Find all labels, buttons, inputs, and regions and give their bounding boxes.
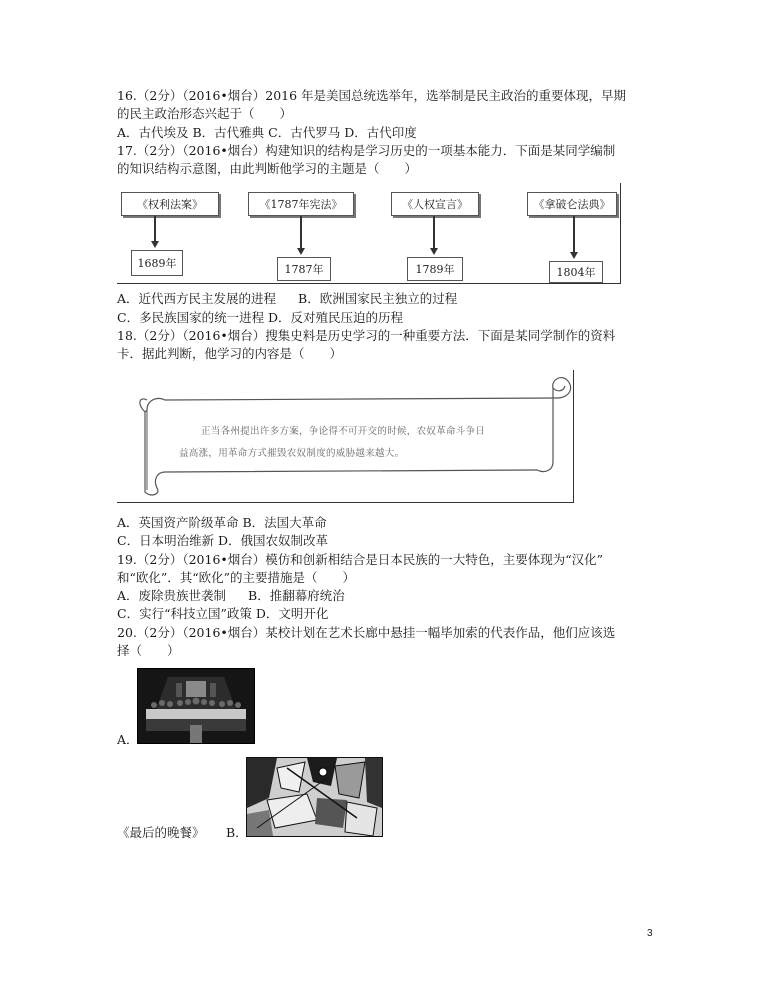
- diagram-year-3: 1789年: [407, 257, 463, 281]
- diagram-doc-3: 《人权宣言》: [391, 192, 479, 216]
- q19-option-a: A．废除贵族世袭制: [117, 588, 227, 603]
- q20-option-a-label: A．: [117, 732, 139, 747]
- q17-stem-line1: 17.（2分）（2016•烟台）构建知识的结构是学习历史的一项基本能力．下面是某同学编制: [117, 143, 616, 158]
- diagram-connector: [300, 216, 302, 250]
- q19-options-cd: C．实行“科技立国”政策 D．文明开化: [117, 606, 329, 621]
- last-supper-painting: [137, 668, 255, 744]
- diagram-year-1: 1689年: [131, 250, 183, 276]
- card-text-line2: 益高涨，用革命方式摧毁农奴制度的威胁越来越大。: [179, 448, 405, 459]
- diagram-arrow: [297, 248, 305, 255]
- q17-stem-line2: 的知识结构示意图，由此判断他学习的主题是（ ）: [117, 161, 418, 176]
- q16-stem-line2: 的民主政治形态兴起于（ ）: [117, 106, 293, 121]
- diagram-connector: [433, 216, 435, 250]
- card-text-line1: 正当各州提出许多方案，争论得不可开交的时候，农奴革命斗争日: [201, 426, 486, 437]
- diagram-doc-4: 《拿破仑法典》: [527, 192, 617, 216]
- diagram-year-4: 1804年: [549, 261, 603, 283]
- diagram-arrow: [430, 248, 438, 255]
- q18-options-ab: A．英国资产阶级革命 B．法国大革命: [117, 515, 327, 530]
- page-number: 3: [647, 928, 653, 939]
- q18-options-cd: C．日本明治维新 D．俄国农奴制改革: [117, 533, 329, 548]
- q19-stem-line2: 和“欧化”．其“欧化”的主要措施是（ ）: [117, 570, 356, 585]
- diagram-doc-1: 《权利法案》: [121, 192, 219, 216]
- q20-option-a-caption: 《最后的晚餐》: [117, 825, 205, 840]
- diagram-arrow: [151, 241, 159, 248]
- q19-option-b: B．推翻幕府统治: [248, 588, 345, 603]
- source-material-card: [117, 370, 575, 504]
- q20-stem-line2: 择（ ）: [117, 643, 180, 658]
- q16-stem-line1: 16.（2分）（2016•烟台）2016 年是美国总统选举年，选举制是民主政治的重要体现，早期: [117, 88, 627, 103]
- diagram-connector: [573, 216, 575, 254]
- diagram-doc-2: 《1787年宪法》: [248, 192, 354, 216]
- q20-stem-line1: 20.（2分）（2016•烟台）某校计划在艺术长廊中悬挂一幅毕加索的代表作品，他们应该选: [117, 625, 616, 640]
- diagram-connector: [154, 216, 156, 243]
- q20-option-b-label: B．: [226, 825, 248, 840]
- diagram-year-2: 1787年: [277, 257, 331, 281]
- q17-option-b: B．欧洲国家民主独立的过程: [298, 291, 458, 306]
- q19-stem-line1: 19.（2分）（2016•烟台）模仿和创新相结合是日本民族的一大特色，主要体现为“汉化”: [117, 552, 604, 567]
- q19-options-ab: [117, 587, 345, 605]
- q17-option-a: A．近代西方民主发展的进程: [117, 291, 277, 306]
- guernica-painting: [246, 757, 383, 837]
- q16-options: A．古代埃及 B．古代雅典 C．古代罗马 D．古代印度: [117, 125, 417, 140]
- knowledge-structure-diagram: [117, 183, 621, 284]
- q17-options-cd: C．多民族国家的统一进程 D．反对殖民压迫的历程: [117, 310, 404, 325]
- q18-stem-line2: 卡．据此判断，他学习的内容是（ ）: [117, 346, 343, 361]
- diagram-arrow: [570, 252, 578, 259]
- q18-stem-line1: 18.（2分）（2016•烟台）搜集史料是历史学习的一种重要方法．下面是某同学制作的资料: [117, 328, 616, 343]
- q17-options-ab: [117, 290, 457, 308]
